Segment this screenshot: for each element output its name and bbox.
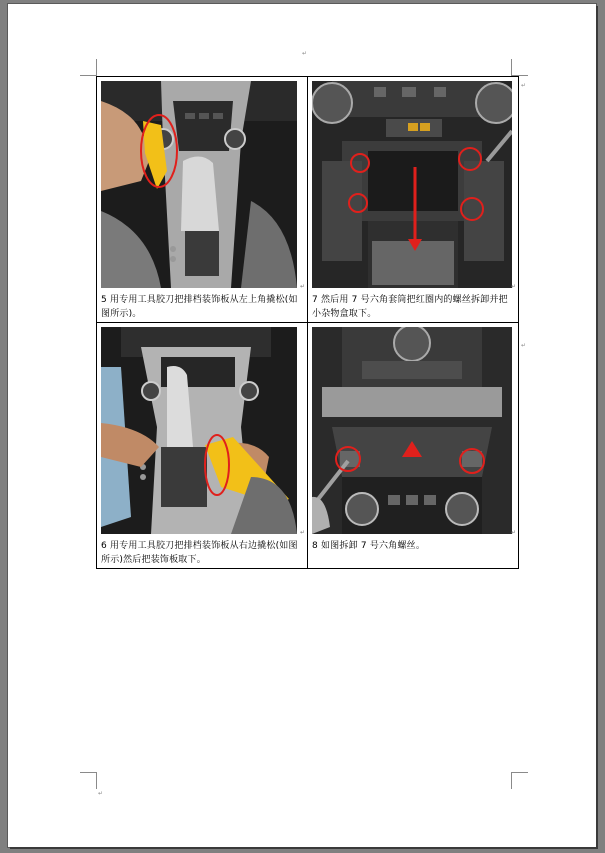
paragraph-mark: ↵ bbox=[510, 283, 516, 290]
paragraph-mark: ↵ bbox=[521, 82, 527, 89]
caption-step-8: 8 如图拆卸 7 号六角螺丝。 bbox=[312, 541, 426, 551]
paragraph-mark: ↵ bbox=[299, 283, 305, 290]
paragraph-mark: ↵ bbox=[510, 529, 516, 536]
photo-left-trim-pry-image bbox=[101, 81, 297, 288]
caption-step-6: 6 用专用工具胶刀把排档装饰板从右边撬松(如图所示)然后把装饰板取下。 bbox=[101, 541, 298, 565]
paragraph-mark: ↵ bbox=[302, 50, 308, 57]
caption-step-5: 5 用专用工具胶刀把排档装饰板从左上角撬松(如图所示)。 bbox=[101, 295, 298, 319]
crop-mark-bottom-left bbox=[80, 772, 97, 789]
table-cell bbox=[308, 77, 519, 323]
paragraph-mark: ↵ bbox=[299, 529, 305, 536]
paragraph-mark: ↵ bbox=[98, 790, 104, 797]
photo-right-trim-pry bbox=[97, 323, 307, 538]
table-row bbox=[97, 77, 519, 323]
crop-mark-bottom-right bbox=[511, 772, 528, 789]
table-cell bbox=[97, 323, 308, 569]
photo-hazard-panel-screws bbox=[308, 323, 518, 538]
table-cell bbox=[308, 323, 519, 569]
photo-table bbox=[96, 76, 519, 569]
paragraph-mark: ↵ bbox=[521, 342, 527, 349]
crop-mark-top-left bbox=[80, 59, 97, 76]
photo-console-screws-image bbox=[312, 81, 512, 288]
photo-right-trim-pry-image bbox=[101, 327, 297, 534]
photo-left-trim-pry bbox=[97, 77, 307, 292]
table-cell bbox=[97, 77, 308, 323]
document-page bbox=[8, 4, 596, 847]
photo-console-screws bbox=[308, 77, 518, 292]
crop-mark-top-right bbox=[511, 59, 528, 76]
caption-step-7: 7 然后用 7 号六角套筒把红圈内的螺丝拆卸并把小杂物盒取下。 bbox=[312, 295, 508, 319]
table-row bbox=[97, 323, 519, 569]
photo-hazard-panel-screws-image bbox=[312, 327, 512, 534]
